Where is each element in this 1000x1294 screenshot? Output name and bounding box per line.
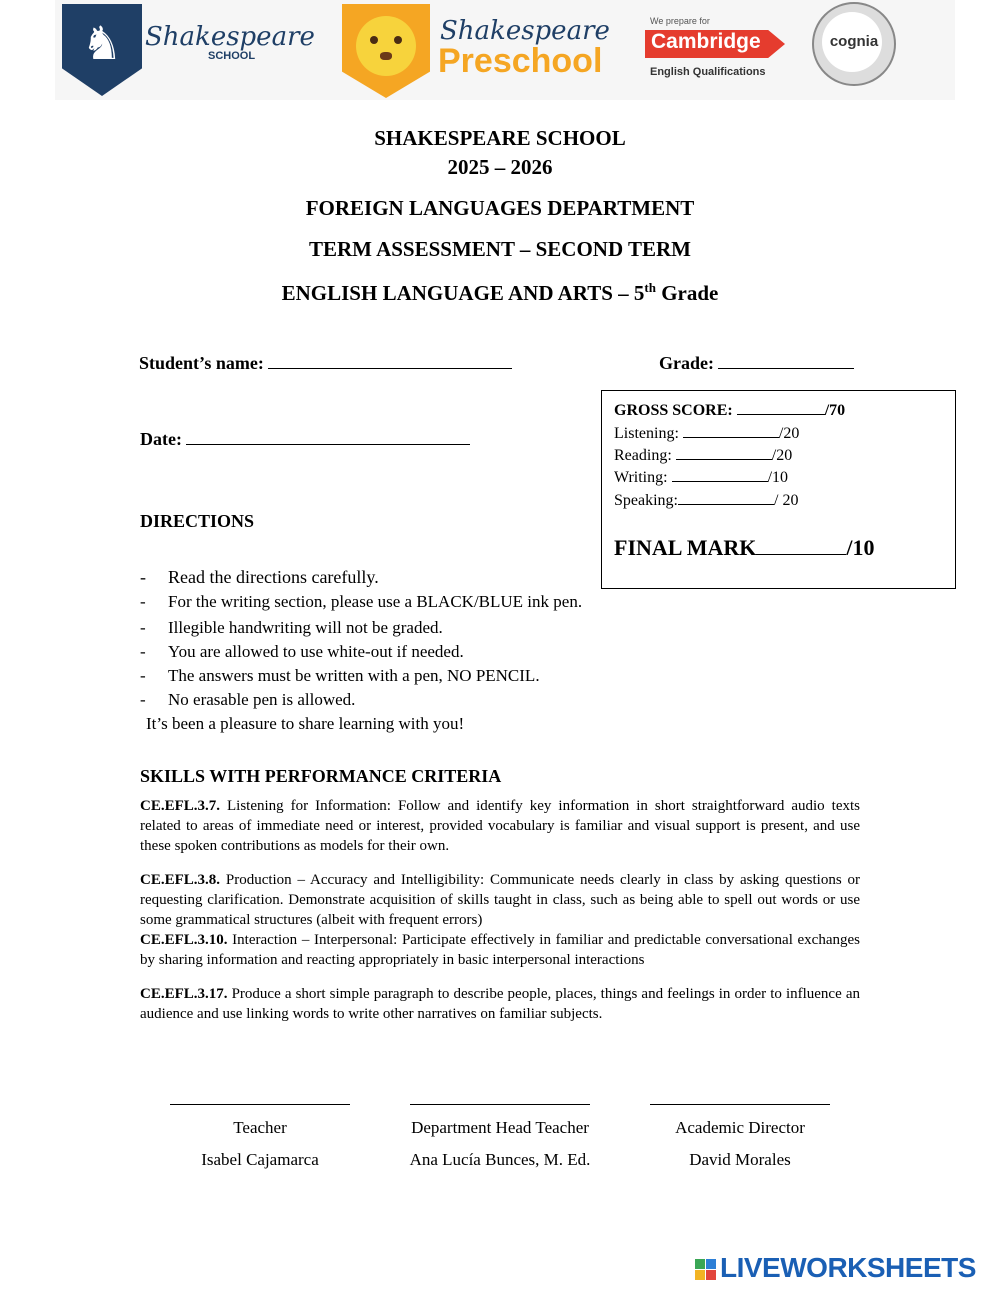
- signature-line-teacher: [170, 1104, 350, 1105]
- student-name-field[interactable]: Student’s name:: [139, 352, 512, 374]
- list-item: - Read the directions carefully.: [140, 567, 379, 587]
- writing-score-row: Writing: /10: [614, 469, 789, 486]
- assessment-title: TERM ASSESSMENT – SECOND TERM: [309, 237, 691, 261]
- preschool-logo-sub: Preschool: [438, 42, 603, 80]
- lion-eye-icon: [370, 36, 378, 44]
- signature-line-head: [410, 1104, 590, 1105]
- school-logo-name: Shakespeare: [145, 22, 315, 52]
- lion-nose-icon: [380, 52, 392, 60]
- criterion-4: CE.EFL.3.17. Produce a short simple paragraph to describe people, places, things and feelings in order to influence an audience and use linking words to write other narratives on familiar subjects.: [140, 986, 860, 1022]
- school-logo-sub: SCHOOL: [208, 50, 256, 62]
- grade-field[interactable]: Grade:: [659, 352, 854, 374]
- liveworksheets-logo-icon: [695, 1259, 717, 1281]
- list-item: - No erasable pen is allowed.: [140, 690, 356, 709]
- list-item: - Illegible handwriting will not be graded.: [140, 618, 443, 637]
- signature-role: Teacher: [233, 1118, 287, 1137]
- date-field[interactable]: Date:: [140, 428, 470, 450]
- grade-line[interactable]: [718, 352, 854, 369]
- criterion-1: CE.EFL.3.7. Listening for Information: Follow and identify key information in short straightforward audio texts related to areas of immediate need or interest, provided vocabulary is familiar and visual support is present, and use these spoken contributions as models for their own.: [140, 798, 860, 854]
- reading-score-row: Reading: /20: [614, 447, 793, 464]
- signature-role: Department Head Teacher: [411, 1118, 589, 1137]
- date-line[interactable]: [186, 428, 470, 445]
- list-item: - You are allowed to use white-out if needed.: [140, 642, 464, 661]
- preschool-logo-name: Shakespeare: [440, 16, 610, 46]
- closing-message: It’s been a pleasure to share learning with you!: [146, 714, 465, 733]
- listening-score-row: Listening: /20: [614, 425, 800, 442]
- directions-title: DIRECTIONS: [140, 511, 255, 531]
- gross-score-row: GROSS SCORE: /70: [614, 402, 846, 419]
- signature-line-director: [650, 1104, 830, 1105]
- school-title: SHAKESPEARE SCHOOL: [374, 126, 626, 150]
- cambridge-logo-sub: English Qualifications: [650, 66, 766, 78]
- list-item: - The answers must be written with a pen, NO PENCIL.: [140, 666, 540, 685]
- list-item: - For the writing section, please use a BLACK/BLUE ink pen.: [140, 592, 583, 611]
- lion-icon: ♞: [81, 18, 123, 69]
- signature-role: Academic Director: [675, 1118, 805, 1137]
- signature-name: Isabel Cajamarca: [201, 1150, 319, 1169]
- signature-name: Ana Lucía Bunces, M. Ed.: [409, 1150, 591, 1169]
- lion-eye-icon: [394, 36, 402, 44]
- signature-name: David Morales: [689, 1150, 791, 1169]
- school-year: 2025 – 2026: [447, 155, 553, 179]
- lion-face-icon: [356, 16, 416, 76]
- cambridge-logo-name: Cambridge: [651, 30, 761, 53]
- skills-title: SKILLS WITH PERFORMANCE CRITERIA: [140, 766, 502, 786]
- subject-title: ENGLISH LANGUAGE AND ARTS – 5th Grade: [281, 280, 719, 305]
- final-mark-row: FINAL MARK /10: [614, 535, 875, 560]
- criterion-2: CE.EFL.3.8. Production – Accuracy and Intelligibility: Communicate needs clearly in class by asking questions or requesting clarification. Demonstrate acquisition of skills taught in class, such as being able to spell out words or use some grammatical structures (albeit with frequent errors) CE.EFL.3.10. Interaction – Interpersonal: Participate effectively in familiar and predictable conversational exchanges by sharing information and reacting appropriately in basic interpersonal interactions: [140, 872, 860, 968]
- department-title: FOREIGN LANGUAGES DEPARTMENT: [305, 196, 695, 220]
- student-name-line[interactable]: [268, 352, 512, 369]
- cambridge-tagline: We prepare for: [650, 16, 710, 26]
- liveworksheets-brand[interactable]: LIVEWORKSHEETS: [720, 1252, 976, 1283]
- speaking-score-row: Speaking: / 20: [614, 492, 799, 509]
- cognia-logo: cognia: [829, 33, 879, 50]
